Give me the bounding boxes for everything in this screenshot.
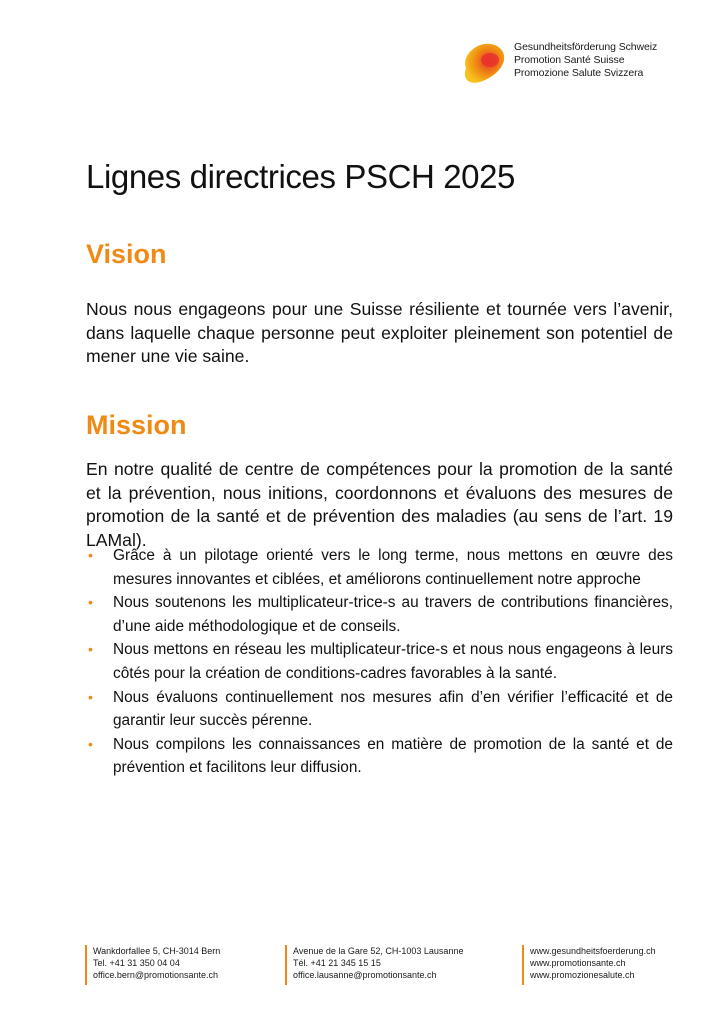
footer-email-link[interactable]: office.lausanne@promotionsante.ch: [293, 970, 437, 980]
footer-lausanne-address: [285, 945, 463, 985]
footer-websites: [522, 945, 656, 985]
list-item: [86, 544, 673, 591]
bullet-icon: •: [88, 547, 93, 563]
list-item-text: Nous mettons en réseau les multiplicateur-trice-s et nous nous engageons à leurs côtés pour la création de conditions-cadres favorables à la santé.: [113, 641, 673, 682]
vision-heading: Vision: [86, 239, 167, 269]
list-item: [86, 638, 673, 685]
mission-bullet-list: [86, 544, 673, 780]
bullet-icon: •: [88, 688, 93, 705]
list-item-text: Nous compilons les connaissances en matière de promotion de la santé et de prévention et facilitons leur diffusion.: [113, 735, 673, 777]
list-item: [86, 591, 673, 638]
mission-text: En notre qualité de centre de compétences pour la promotion de la santé et la prévention, nous initions, coordonnons et évaluons des mesures de promotion de la santé et de prévention des maladies (au sens de l’art. 19 LAMal).: [86, 459, 673, 550]
footer-phone: Tel. +41 31 350 04 04: [93, 958, 180, 968]
bullet-icon: •: [88, 594, 93, 611]
logo-line-fr: Promotion Santé Suisse: [514, 54, 625, 66]
footer-address-line: Avenue de la Gare 52, CH-1003 Lausanne: [293, 946, 464, 956]
footer-website-link[interactable]: www.gesundheitsfoerderung.ch: [530, 946, 656, 956]
organization-logo: [458, 40, 688, 86]
list-item: [86, 686, 673, 733]
list-item-text: Nous évaluons continuellement nos mesures afin d’en vérifier l’efficacité et de garantir leur succès pérenne.: [113, 688, 673, 730]
page-title: Lignes directrices PSCH 2025: [86, 158, 516, 195]
vision-text: Nous nous engageons pour une Suisse résiliente et tournée vers l’avenir, dans laquelle chaque personne peut exploiter pleinement son potentiel de mener une vie saine.: [86, 299, 673, 366]
mission-heading: Mission: [86, 410, 187, 440]
list-item-text: Grâce à un pilotage orienté vers le long terme, nous mettons en œuvre des mesures innovantes et ciblées, et améliorons continuellement notre approche: [113, 547, 673, 588]
footer-bern-address: [85, 945, 220, 985]
list-item-text: Nous soutenons les multiplicateur-trice-s au travers de contributions financières, d’une aide méthodologique et de conseils.: [113, 594, 673, 635]
logo-line-de: Gesundheitsförderung Schweiz: [514, 41, 658, 53]
list-item: [86, 733, 673, 780]
footer-website-link[interactable]: www.promozionesalute.ch: [530, 970, 635, 980]
logo-mark-icon: [458, 40, 510, 86]
footer-email-link[interactable]: office.bern@promotionsante.ch: [93, 970, 219, 980]
bullet-icon: •: [88, 735, 93, 752]
footer-address-line: Wankdorfallee 5, CH-3014 Bern: [93, 946, 221, 956]
footer-phone: Tél. +41 21 345 15 15: [293, 958, 381, 968]
footer-website-link[interactable]: www.promotionsante.ch: [530, 958, 626, 968]
logo-line-it: Promozione Salute Svizzera: [514, 67, 644, 79]
bullet-icon: •: [88, 641, 93, 658]
